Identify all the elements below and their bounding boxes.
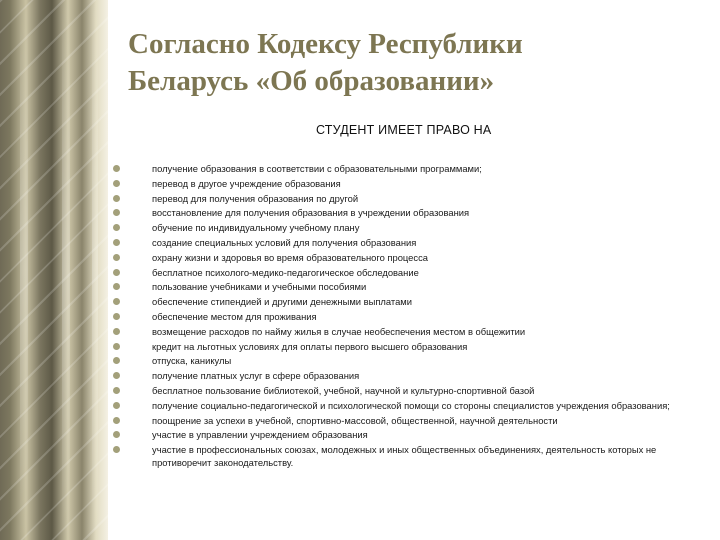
slide-title <box>128 26 708 100</box>
bullet-icon <box>113 195 120 202</box>
list-item-text: обучение по индивидуальному учебному плану <box>152 222 360 234</box>
list-item-text: пользование учебниками и учебными пособиями <box>152 281 367 293</box>
list-item <box>112 428 672 441</box>
bullet-icon <box>113 209 120 216</box>
list-item <box>112 192 672 205</box>
list-item-text: бесплатное пользование библиотекой, учебной, научной и культурно-спортивной базой <box>152 384 535 396</box>
list-item-text: возмещение расходов по найму жилья в случае необеспечения местом в общежитии <box>152 325 526 337</box>
list-item-text: бесплатное психолого-медико-педагогическое обследование <box>152 266 419 278</box>
list-item <box>112 206 672 219</box>
rights-list <box>112 162 672 471</box>
list-item <box>112 236 672 249</box>
list-item <box>112 354 672 367</box>
list-item <box>112 384 672 397</box>
bullet-icon <box>113 446 120 453</box>
list-item <box>112 295 672 308</box>
list-item-text: отпуска, каникулы <box>152 355 232 367</box>
list-item <box>112 310 672 323</box>
list-item <box>112 443 672 469</box>
list-item-text: обеспечение местом для проживания <box>152 310 317 322</box>
slide-title-line-1: Согласно Кодексу Республики <box>128 28 523 60</box>
bullet-icon <box>113 387 120 394</box>
list-item-text: охрану жизни и здоровья во время образовательного процесса <box>152 251 428 263</box>
list-item <box>112 177 672 190</box>
list-item-text: восстановление для получения образования в учреждении образования <box>152 207 470 219</box>
bullet-icon <box>113 165 120 172</box>
decorative-gold-band <box>0 0 108 540</box>
bullet-icon <box>113 431 120 438</box>
bullet-icon <box>113 298 120 305</box>
bullet-icon <box>113 224 120 231</box>
list-item <box>112 280 672 293</box>
bullet-icon <box>113 180 120 187</box>
list-item <box>112 369 672 382</box>
list-item <box>112 340 672 353</box>
list-item-text: создание специальных условий для получения образования <box>152 236 417 248</box>
slide-title-line-2: Беларусь «Об образовании» <box>128 65 495 97</box>
list-item <box>112 251 672 264</box>
list-item-text: получение платных услуг в сфере образования <box>152 370 360 382</box>
list-item <box>112 414 672 427</box>
bullet-icon <box>113 328 120 335</box>
bullet-icon <box>113 343 120 350</box>
list-item <box>112 221 672 234</box>
bullet-icon <box>113 313 120 320</box>
list-item-text: получение социально-педагогической и психологической помощи со стороны специалистов учреждения образования; <box>152 399 670 411</box>
list-item-text: участие в управлении учреждением образования <box>152 429 368 441</box>
list-item-text: перевод для получения образования по другой <box>152 192 359 204</box>
list-item-text: перевод в другое учреждение образования <box>152 177 341 189</box>
list-item <box>112 162 672 175</box>
list-item <box>112 399 672 412</box>
bullet-icon <box>113 357 120 364</box>
list-item <box>112 325 672 338</box>
list-item-text: участие в профессиональных союзах, молодежных и иных общественных объединениях, деятельность которых не противоречит законодательству. <box>152 444 657 469</box>
bullet-icon <box>113 239 120 246</box>
slide <box>108 0 720 540</box>
list-item-text: кредит на льготных условиях для оплаты первого высшего образования <box>152 340 468 352</box>
list-item <box>112 266 672 279</box>
bullet-icon <box>113 372 120 379</box>
bullet-icon <box>113 283 120 290</box>
bullet-icon <box>113 417 120 424</box>
bullet-icon <box>113 269 120 276</box>
list-item-text: обеспечение стипендией и другими денежными выплатами <box>152 296 412 308</box>
list-item-text: получение образования в соответствии с образовательными программами; <box>152 163 482 174</box>
section-heading: СТУДЕНТ ИМЕЕТ ПРАВО НА <box>316 123 492 137</box>
bullet-icon <box>113 402 120 409</box>
list-item-text: поощрение за успехи в учебной, спортивно-массовой, общественной, научной деятельности <box>152 414 558 426</box>
bullet-icon <box>113 254 120 261</box>
